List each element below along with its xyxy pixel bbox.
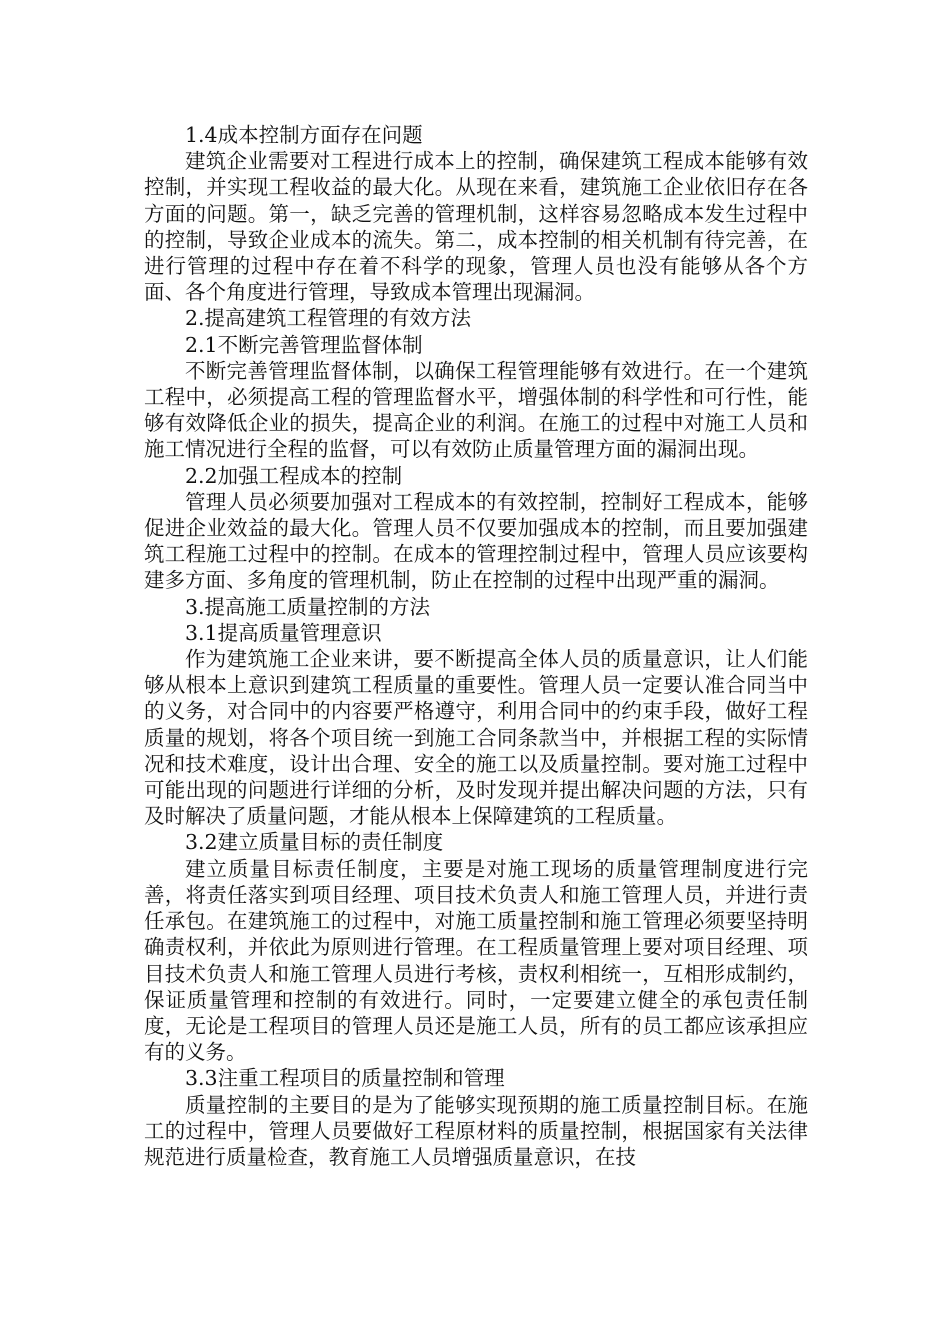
body-paragraph: 质量控制的主要目的是为了能够实现预期的施工质量控制目标。在施工的过程中，管理人员要做好工程原材料的质量控制，根据国家有关法律规范进行质量检查，教育施工人员增强质量意识，在技	[144, 1092, 808, 1169]
section-heading: 3.提高施工质量控制的方法	[185, 594, 431, 619]
section-heading: 2.1不断完善管理监督体制	[185, 332, 423, 357]
section-heading: 2.2加强工程成本的控制	[185, 463, 403, 488]
section-heading: 3.3注重工程项目的质量控制和管理	[185, 1066, 505, 1091]
body-paragraph: 管理人员必须要加强对工程成本的有效控制，控制好工程成本，能够促进企业效益的最大化。管理人员不仅要加强成本的控制，而且要加强建筑工程施工过程中的控制。在成本的管理控制过程中，管理人员应该要构建多方面、多角度的管理机制，防止在控制的过程中出现严重的漏洞。	[144, 489, 808, 593]
body-paragraph: 作为建筑施工企业来讲，要不断提高全体人员的质量意识，让人们能够从根本上意识到建筑工程质量的重要性。管理人员一定要认准合同当中的义务，对合同中的内容要严格遵守，利用合同中的约束手段，做好工程质量的规划，将各个项目统一到施工合同条款当中，并根据工程的实际情况和技术难度，设计出合理、安全的施工以及质量控制。要对施工过程中可能出现的问题进行详细的分析，及时发现并提出解决问题的方法，只有及时解决了质量问题，才能从根本上保障建筑的工程质量。	[144, 647, 808, 829]
section-heading: 3.1提高质量管理意识	[185, 620, 382, 645]
body-paragraph: 不断完善管理监督体制，以确保工程管理能够有效进行。在一个建筑工程中，必须提高工程的管理监督水平，增强体制的科学性和可行性，能够有效降低企业的损失，提高企业的利润。在施工的过程中对施工人员和施工情况进行全程的监督，可以有效防止质量管理方面的漏洞出现。	[144, 358, 808, 462]
document-page	[144, 122, 808, 1170]
body-paragraph: 建筑企业需要对工程进行成本上的控制，确保建筑工程成本能够有效控制，并实现工程收益的最大化。从现在来看，建筑施工企业依旧存在各方面的问题。第一，缺乏完善的管理机制，这样容易忽略成本发生过程中的控制，导致企业成本的流失。第二，成本控制的相关机制有待完善，在进行管理的过程中存在着不科学的现象，管理人员也没有能够从各个方面、各个角度进行管理，导致成本管理出现漏洞。	[144, 149, 808, 305]
body-paragraph: 建立质量目标责任制度，主要是对施工现场的质量管理制度进行完善，将责任落实到项目经理、项目技术负责人和施工管理人员，并进行责任承包。在建筑施工的过程中，对施工质量控制和施工管理必须要坚持明确责权利，并依此为原则进行管理。在工程质量管理上要对项目经理、项目技术负责人和施工管理人员进行考核，责权利相统一，互相形成制约，保证质量管理和控制的有效进行。同时，一定要建立健全的承包责任制度，无论是工程项目的管理人员还是施工人员，所有的员工都应该承担应有的义务。	[144, 856, 808, 1065]
section-heading: 2.提高建筑工程管理的有效方法	[185, 306, 472, 331]
section-heading: 3.2建立质量目标的责任制度	[185, 830, 444, 855]
section-heading: 1.4成本控制方面存在问题	[185, 123, 423, 147]
